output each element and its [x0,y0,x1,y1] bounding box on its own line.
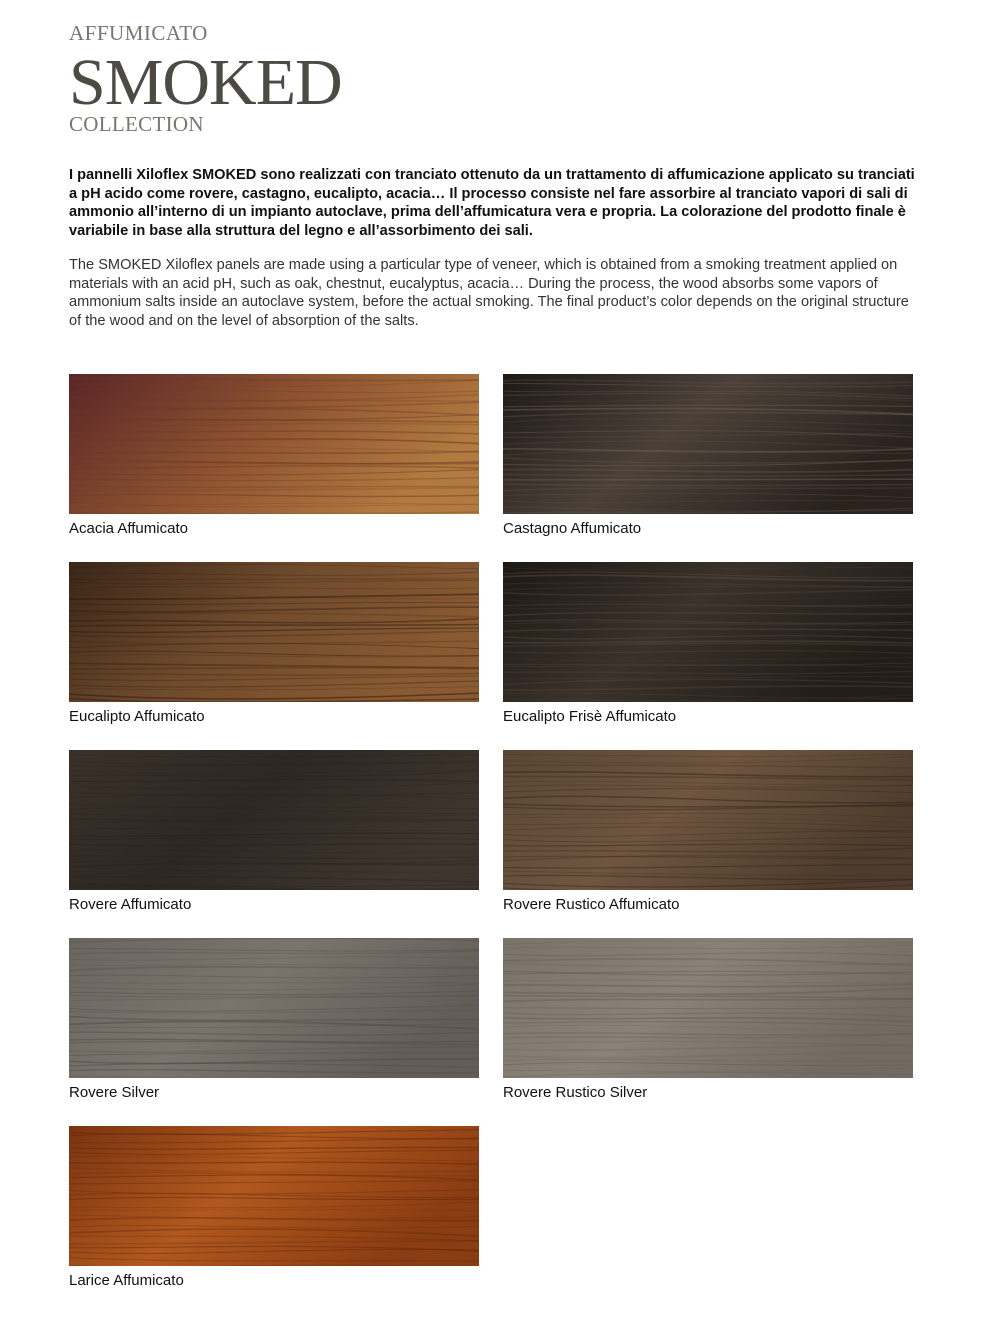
swatch-caption: Eucalipto Affumicato [69,708,205,725]
swatch-caption: Rovere Affumicato [69,896,192,913]
wood-swatch [69,750,479,890]
wood-swatch [69,938,479,1078]
swatch-caption: Rovere Rustico Affumicato [503,896,680,913]
wood-swatch [503,938,913,1078]
swatch-caption: Larice Affumicato [69,1272,184,1289]
wood-texture [503,374,913,514]
wood-texture [503,562,913,702]
wood-texture [69,750,479,890]
swatch-caption: Castagno Affumicato [503,520,642,537]
wood-texture [69,562,479,702]
wood-texture [503,750,913,890]
swatch-caption: Rovere Silver [69,1084,160,1101]
wood-texture [503,938,913,1078]
header-subtitle: COLLECTION [69,112,204,136]
swatch-caption: Eucalipto Frisè Affumicato [503,708,677,725]
collection-header [69,20,342,136]
swatch-caption: Rovere Rustico Silver [503,1084,648,1101]
intro-text [69,166,919,330]
wood-swatch [69,562,479,702]
intro-english: The SMOKED Xiloflex panels are made using a particular type of veneer, which is obtained from a smoking treatment applied on materials with an acid pH, such as oak, chestnut, eucalyptus, acacia… During the process, the wood absorbs some vapors of ammonium salts inside an autoclave system, before the actual smoking. The final product’s color depends on the original structure of the wood and on the level of absorption of the salts. [69,257,909,329]
wood-texture [69,1126,479,1266]
header-kicker: AFFUMICATO [69,21,208,45]
wood-swatch [69,1126,479,1266]
wood-swatch [503,750,913,890]
wood-swatch [69,374,479,514]
swatch-caption: Acacia Affumicato [69,520,188,537]
wood-swatch [503,374,913,514]
intro-italian: I pannelli Xiloflex SMOKED sono realizzati con tranciato ottenuto da un trattamento di affumicazione applicato su tranciati a pH acido come rovere, castagno, eucalipto, acacia… Il processo consiste nel fare assorbire al tranciato vapori di sali di ammonio all’interno di un impianto autoclave, prima dell’affumicatura vera e propria. La colorazione del prodotto finale è variabile in base alla struttura del legno e all’assorbimento dei sali. [69,167,915,239]
wood-texture [69,938,479,1078]
page-title: SMOKED [69,46,342,119]
wood-texture [69,374,479,514]
wood-swatch [503,562,913,702]
